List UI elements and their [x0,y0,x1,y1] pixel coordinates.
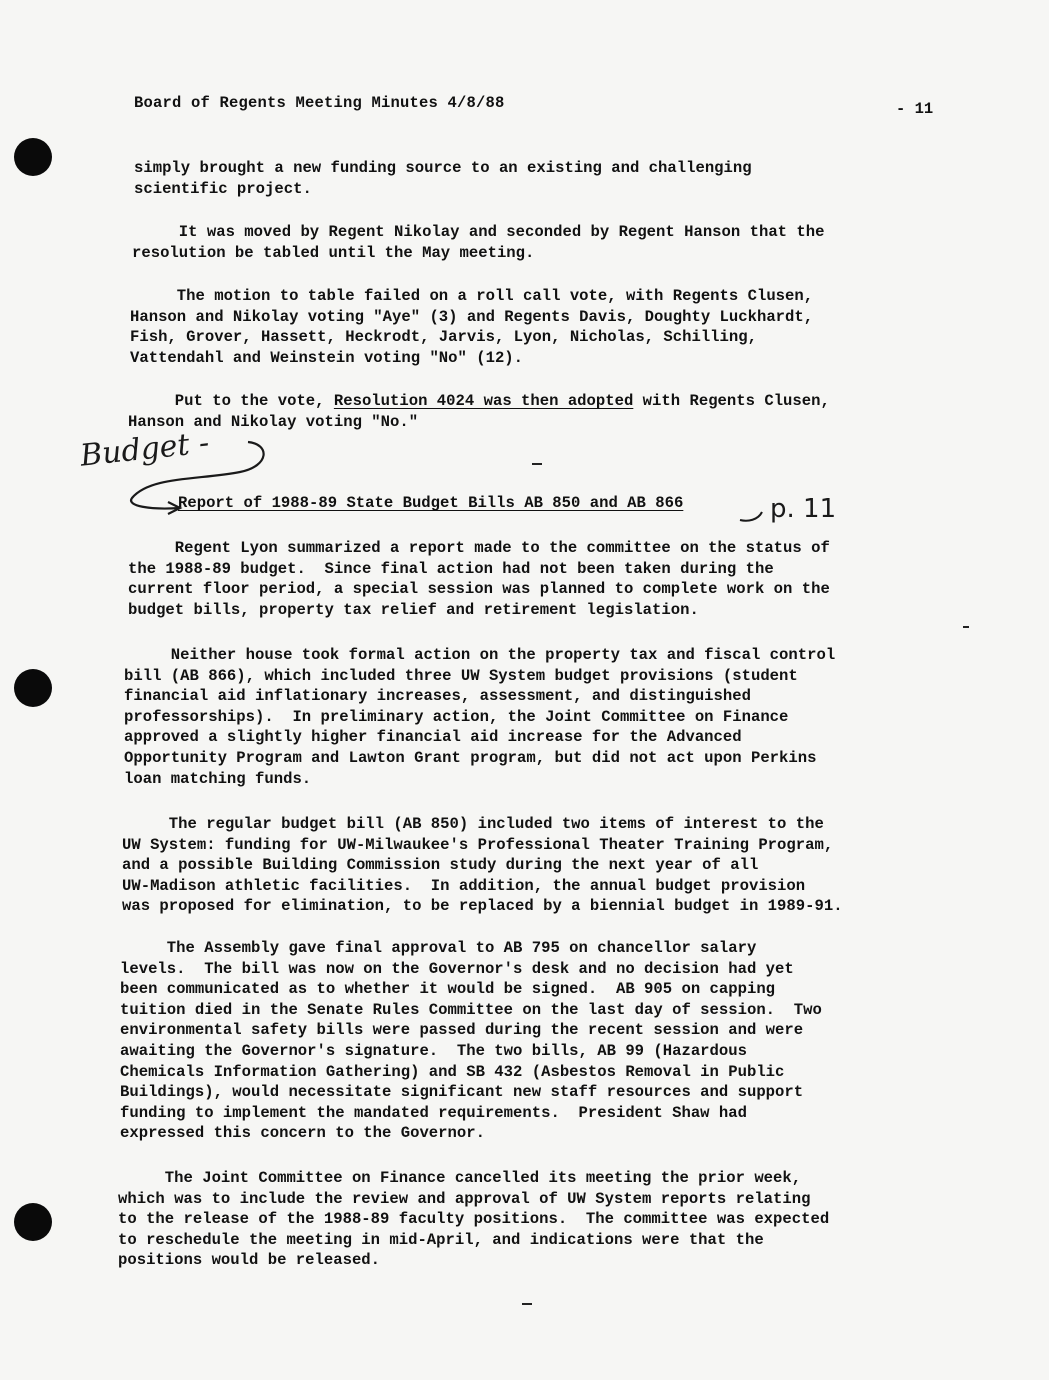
margin-dash-right [963,626,969,628]
document-title: Board of Regents Meeting Minutes 4/8/88 [134,94,505,112]
heading-hook-mark [738,506,768,526]
binder-hole-middle [14,669,52,707]
center-dash-bottom [522,1303,532,1305]
binder-hole-bottom [14,1203,52,1241]
page-number: - 11 [896,100,934,118]
paragraph-2: It was moved by Regent Nikolay and seconded by Regent Hanson that the resolution be tabled until the May meeting. [132,223,825,262]
paragraph-4-rest: with Regents Clusen, Hanson and Nikolay voting "No." [128,392,830,431]
binder-hole-top [14,138,52,176]
paragraph-7: The regular budget bill (AB 850) included two items of interest to the UW System: funding for UW-Milwaukee's Professional Theater Training Program, and a possible Building Commission study during the next year of all UW-Madison athletic facilities. In addition, the annual budget provision was proposed for elimination, to be replaced by a biennial budget in 1989-91. [122,815,843,916]
handwritten-page-note: p. 11 [770,494,837,524]
center-dash-top [532,463,542,465]
handwritten-arrow [120,436,380,536]
handwritten-budget-note: Budget - [78,425,211,474]
paragraph-8: The Assembly gave final approval to AB 795 on chancellor salary levels. The bill was now on the Governor's desk and no decision had yet been communicated as to whether it would be signed. AB 905 on capping tuition died in the Senate Rules Committee on the last day of session. Two environmental safety bills were passed during the recent session and were awaiting the Governor's signature. The two bills, AB 99 (Hazardous Chemicals Information Gathering) and SB 432 (Asbestos Removal in Public Buildings), would necessitate significant new staff resources and support funding to implement the mandated requirements. President Shaw had expressed this concern to the Governor. [120,939,822,1143]
resolution-adopted-text: Resolution 4024 was then adopted [333,392,634,410]
paragraph-9: The Joint Committee on Finance cancelled its meeting the prior week, which was to include the review and approval of UW System reports relating to the release of the 1988-89 faculty positions. The committee was expected to reschedule the meeting in mid-April, and indications were that the positions would be released. [118,1169,830,1270]
paragraph-6: Neither house took formal action on the property tax and fiscal control bill (AB 866), which included three UW System budget provisions (student financial aid inflationary increases, assessment, and distinguished professorships). In preliminary action, the Joint Committee on Finance approved a slightly higher financial aid increase for the Advanced Opportunity Program and Lawton Grant program, but did not act upon Perkins loan matching funds. [124,646,836,788]
paragraph-4 [128,391,830,432]
section-heading: Report of 1988-89 State Budget Bills AB 850 and AB 866 [178,494,684,512]
paragraph-3: The motion to table failed on a roll call vote, with Regents Clusen, Hanson and Nikolay voting "Aye" (3) and Regents Davis, Doughty Luckhardt, Fish, Grover, Hassett, Heckrodt, Jarvis, Lyon, Nicholas, Schilling, Vattendahl and Weinstein voting "No" (12). [130,287,814,367]
paragraph-4-intro: Put to the vote, [128,392,334,410]
paragraph-1: simply brought a new funding source to an existing and challenging scientific project. [134,159,752,198]
paragraph-5: Regent Lyon summarized a report made to the committee on the status of the 1988-89 budget. Since final action had not been taken during the current floor period, a special session was planned to complete work on the budget bills, property tax relief and retirement legislation. [128,539,830,619]
